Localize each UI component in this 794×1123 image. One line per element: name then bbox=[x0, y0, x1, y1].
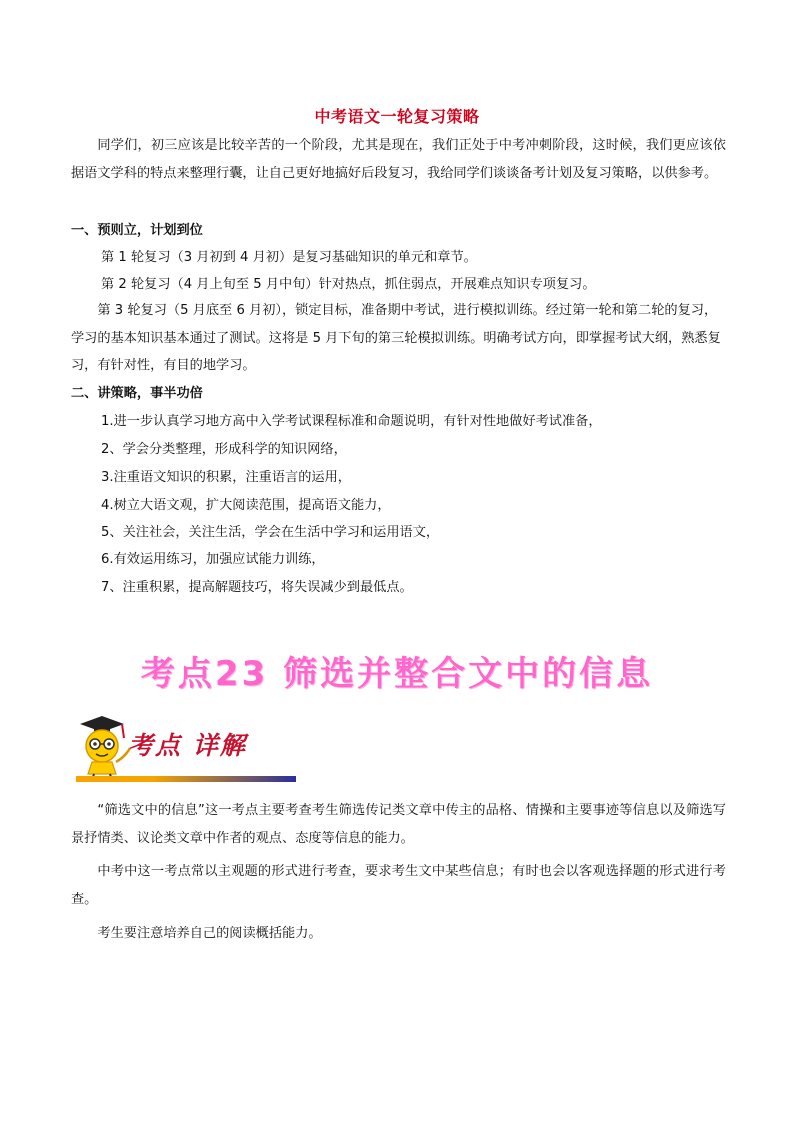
topic-title: 考点23 筛选并整合文中的信息 bbox=[140, 654, 654, 694]
section1-heading: 一、预则立，计划到位 bbox=[71, 223, 203, 238]
section1-item: 第 1 轮复习（3 月初到 4 月初）是复习基础知识的单元和章节。 bbox=[101, 250, 477, 265]
section2-item: 7、注重积累，提高解题技巧，将失误减少到最低点。 bbox=[101, 580, 413, 595]
body-paragraph: “筛选文中的信息”这一考点主要考查考生筛选传记类文章中传主的品格、情操和主要事迹等信息以及筛选写景抒情类、议论类文章中作者的观点、态度等信息的能力。 bbox=[71, 803, 726, 846]
body-paragraph: 考生要注意培养自己的阅读概括能力。 bbox=[97, 926, 322, 941]
section2-item: 6.有效运用练习，加强应试能力训练， bbox=[101, 552, 325, 567]
section2-heading: 二、讲策略，事半功倍 bbox=[71, 386, 203, 401]
doc-title: 中考语文一轮复习策略 bbox=[314, 107, 480, 126]
section2-item: 1.进一步认真学习地方高中入学考试课程标准和命题说明，有针对性地做好考试准备， bbox=[101, 414, 602, 429]
section1-item: 第 2 轮复习（4 月上旬至 5 月中旬）针对热点，抓住弱点，开展难点知识专项复习。 bbox=[101, 277, 596, 292]
badge-divider bbox=[76, 776, 296, 782]
section2-item: 5、关注社会，关注生活，学会在生活中学习和运用语文， bbox=[101, 525, 440, 540]
section2-item: 2、学会分类整理，形成科学的知识网络， bbox=[101, 442, 347, 457]
badge-label: 考点 详解 bbox=[128, 731, 247, 760]
section1-item: 第 3 轮复习（5 月底至 6 月初），锁定目标，准备期中考试，进行模拟训练。经过第一轮和第二轮的复习，学习的基本知识基本通过了测试。这将是 5 月下旬的第三轮模拟训练。明确考试方向，即掌握考试大纲，熟悉复习，有针对性，有目的地学习。 bbox=[71, 303, 721, 373]
section2-item: 4.树立大语文观，扩大阅读范围，提高语文能力， bbox=[101, 498, 391, 513]
body-paragraph: 中考中这一考点常以主观题的形式进行考查，要求考生文中某些信息；有时也会以客观选择题的形式进行考查。 bbox=[71, 864, 726, 907]
intro-paragraph: 同学们，初三应该是比较辛苦的一个阶段，尤其是现在，我们正处于中考冲刺阶段，这时候，我们更应该依据语文学科的特点来整理行囊，让自己更好地搞好后段复习，我给同学们谈谈备考计划及复习策略，以供参考。 bbox=[71, 138, 726, 181]
section2-item: 3.注重语文知识的积累，注重语言的运用， bbox=[101, 470, 351, 485]
